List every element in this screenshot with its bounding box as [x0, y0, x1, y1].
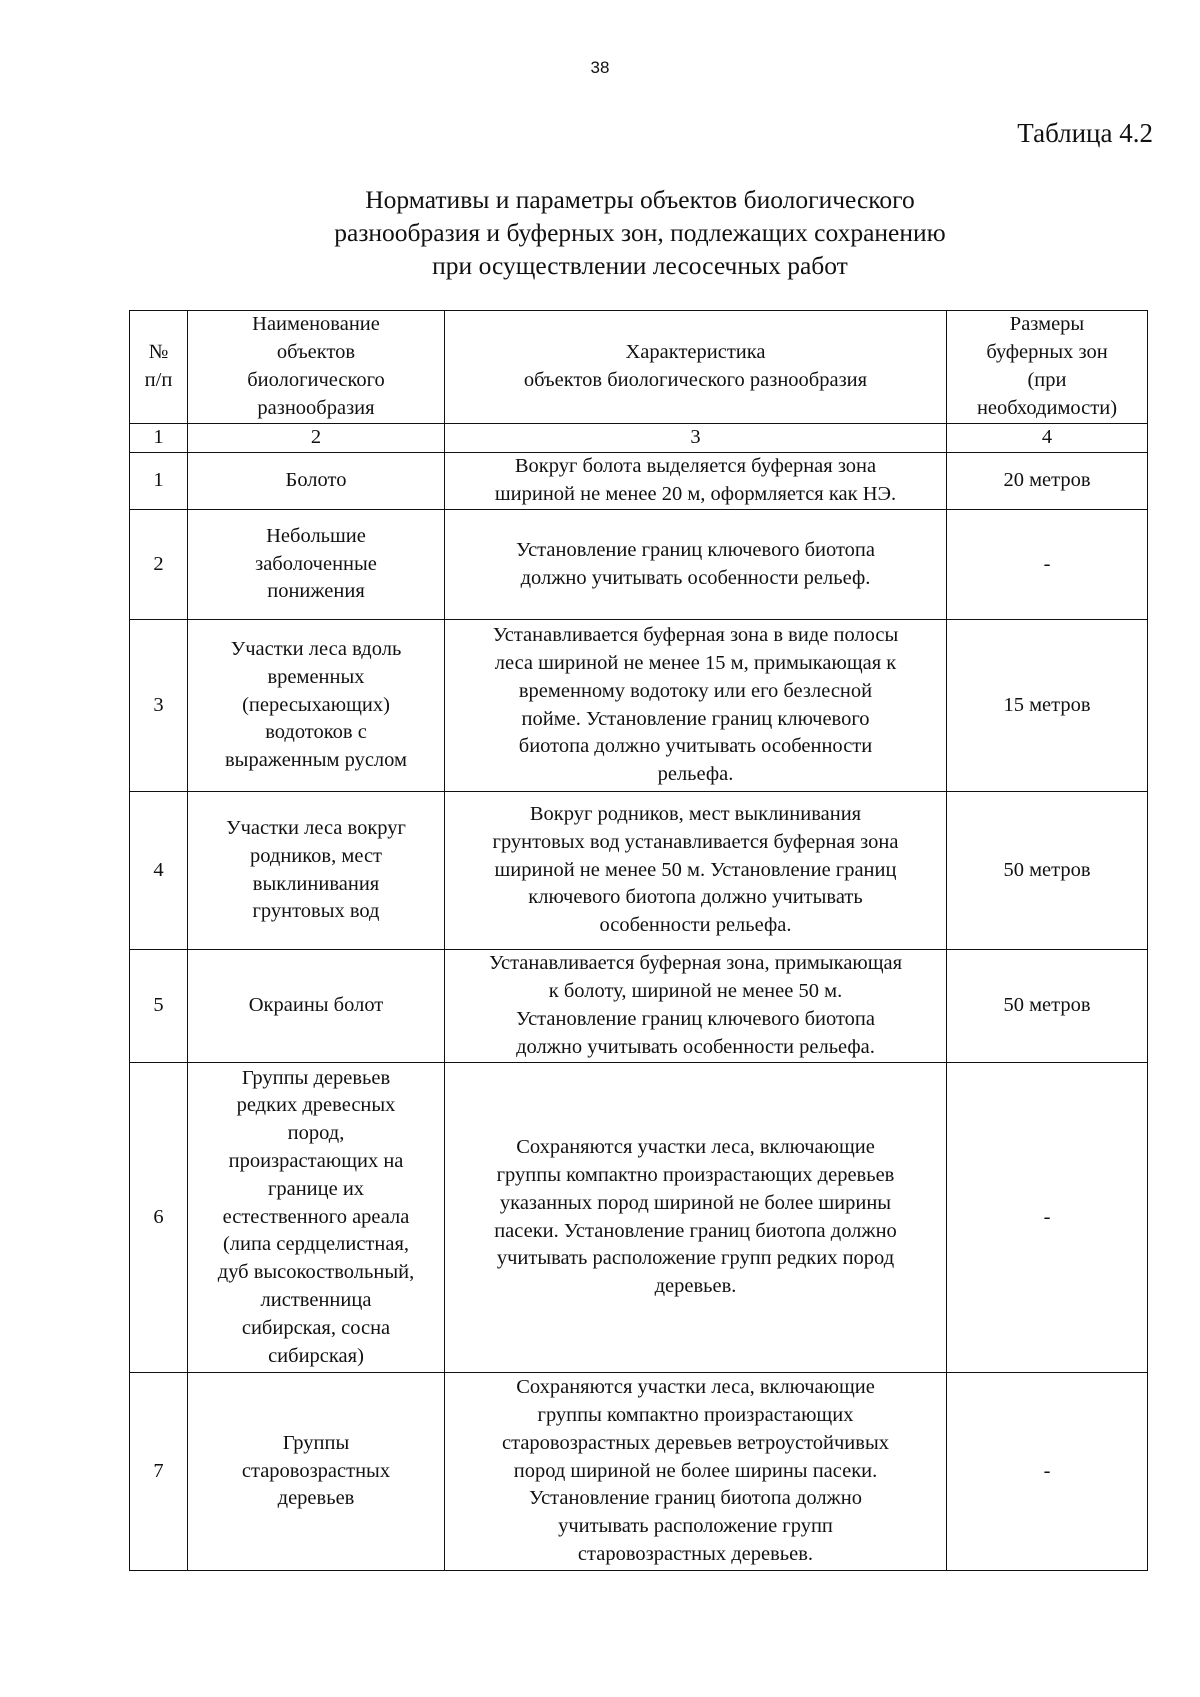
characteristic-cell [445, 510, 947, 620]
table-row [130, 453, 1148, 510]
header-line: № [148, 341, 169, 364]
characteristic-line: группы компактно произрастающих деревьев [496, 1163, 895, 1186]
header-line: биологического [247, 369, 385, 391]
object-name-cell [188, 792, 445, 950]
characteristic-line: к болоту, шириной не менее 50 м. [548, 980, 843, 1003]
object-name-line: родников, мест [249, 844, 383, 867]
norms-table [129, 310, 1148, 1571]
title-line: Нормативы и параметры объектов биологического [365, 185, 915, 214]
characteristic-line: Установление границ ключевого биотопа [516, 1008, 875, 1030]
characteristic-line: леса шириной не менее 15 м, примыкающая к [494, 651, 897, 674]
characteristic-line: Сохраняются участки леса, включающие [516, 1136, 875, 1159]
characteristic-cell [445, 453, 947, 510]
table-row [130, 1373, 1148, 1571]
characteristic-line: шириной не менее 20 м, оформляется как НЭ. [494, 483, 897, 505]
characteristic-line: пойме. Установление границ ключевого [521, 707, 870, 730]
object-name-line: (пересыхающих) [242, 693, 390, 716]
characteristic-line: учитывать расположение групп [558, 1515, 833, 1538]
characteristic-line: Устанавливается буферная зона, примыкающая [488, 952, 903, 975]
header-cell-number [130, 311, 188, 424]
characteristic-line: Вокруг болота выделяется буферная зона [514, 455, 877, 478]
header-line: Наименование [252, 313, 380, 336]
object-name-line: временных [267, 665, 365, 688]
characteristic-line: особенности рельефа. [599, 914, 792, 937]
header-line: разнообразия [257, 396, 375, 419]
characteristic-cell [445, 1373, 947, 1571]
object-name-line: Окраины болот [248, 994, 384, 1017]
characteristic-line: Устанавливается буферная зона в виде полосы [492, 624, 899, 647]
table-row [130, 1063, 1148, 1373]
object-name-line: лиственница [260, 1288, 372, 1311]
characteristic-line: рельефа. [657, 763, 734, 786]
title-line: разнообразия и буферных зон, подлежащих сохранению [334, 218, 946, 247]
row-number: 1 [130, 453, 188, 510]
characteristic-line: указанных пород шириной не более ширины [499, 1191, 892, 1214]
characteristic-line: биотопа должно учитывать особенности [518, 735, 873, 758]
buffer-size-cell: 50 метров [947, 792, 1148, 950]
row-number: 3 [130, 620, 188, 792]
object-name-cell [188, 453, 445, 510]
header-line: буферных зон [986, 341, 1108, 364]
title-line: при осуществлении лесосечных работ [432, 251, 848, 280]
characteristic-line: ключевого биотопа должно учитывать [528, 886, 863, 909]
object-name-line: Участки леса вдоль [230, 638, 402, 660]
object-name-cell [188, 620, 445, 792]
buffer-size-cell: - [947, 1063, 1148, 1373]
object-name-line: дуб высокоствольный, [217, 1261, 415, 1284]
object-name-line: (липа сердцелистная, [222, 1233, 410, 1256]
header-line: Размеры [1009, 313, 1085, 336]
object-name-line: границе их [267, 1177, 365, 1200]
header-row [130, 311, 1148, 424]
column-number-row [130, 424, 1148, 453]
characteristic-line: грунтовых вод устанавливается буферная зона [492, 830, 899, 853]
characteristic-cell [445, 792, 947, 950]
row-number: 7 [130, 1373, 188, 1571]
characteristic-cell [445, 950, 947, 1063]
table-row [130, 510, 1148, 620]
characteristic-line: деревьев. [654, 1275, 737, 1298]
buffer-size-cell: - [947, 510, 1148, 620]
buffer-size-cell: - [947, 1373, 1148, 1571]
column-number: 3 [445, 424, 947, 453]
header-line: Характеристика [625, 341, 766, 364]
object-name-line: сибирская, сосна [241, 1316, 391, 1339]
object-name-line: Группы деревьев [241, 1066, 391, 1089]
characteristic-line: учитывать расположение групп редких пород [496, 1247, 895, 1270]
header-cell-buffer [947, 311, 1148, 424]
characteristic-line: временному водотоку или его безлесной [518, 679, 873, 702]
object-name-line: Группы [282, 1431, 350, 1454]
object-name-line: пород, [287, 1122, 345, 1145]
object-name-cell [188, 1373, 445, 1571]
buffer-size-cell: 15 метров [947, 620, 1148, 792]
characteristic-line: пород шириной не более ширины пасеки. [513, 1459, 878, 1482]
object-name-line: Участки леса вокруг [226, 816, 406, 839]
characteristic-line: Установление границ ключевого биотопа [516, 538, 875, 561]
characteristic-line: группы компактно произрастающих [537, 1404, 854, 1426]
row-number: 6 [130, 1063, 188, 1373]
column-number: 4 [947, 424, 1148, 453]
object-name-line: грунтовых вод [252, 900, 380, 923]
characteristic-cell [445, 1063, 947, 1373]
row-number: 5 [130, 950, 188, 1063]
table-caption: Таблица 4.2 [1017, 118, 1153, 148]
header-cell-name [188, 311, 445, 424]
characteristic-line: Установление границ биотопа должно [529, 1487, 862, 1510]
object-name-line: редких древесных [236, 1094, 396, 1117]
column-number: 1 [130, 424, 188, 453]
object-name-line: Небольшие [266, 524, 366, 547]
object-name-line: Болото [285, 469, 347, 492]
characteristic-line: пасеки. Установление границ биотопа должно [494, 1219, 897, 1242]
row-number: 2 [130, 510, 188, 620]
buffer-size-cell: 50 метров [947, 950, 1148, 1063]
characteristic-line: Вокруг родников, мест выклинивания [529, 803, 862, 825]
header-line: необходимости) [976, 396, 1118, 419]
page-number: 38 [590, 58, 610, 77]
object-name-line: заболоченные [255, 552, 377, 575]
object-name-line: деревьев [277, 1487, 355, 1510]
table-row [130, 950, 1148, 1063]
characteristic-line: шириной не менее 50 м. Установление границ [494, 858, 897, 881]
object-name-cell [188, 510, 445, 620]
table-row [130, 620, 1148, 792]
table-row [130, 792, 1148, 950]
header-line: объектов биологического разнообразия [523, 369, 868, 391]
object-name-line: водотоков с [265, 721, 367, 744]
object-name-line: произрастающих на [228, 1150, 404, 1172]
object-name-line: понижения [267, 580, 365, 603]
characteristic-cell [445, 620, 947, 792]
object-name-line: старовозрастных [241, 1459, 391, 1482]
object-name-line: выраженным руслом [225, 749, 407, 772]
characteristic-line: должно учитывать особенности рельеф. [520, 566, 871, 589]
object-name-line: естественного ареала [222, 1205, 410, 1228]
header-line: п/п [144, 369, 173, 391]
characteristic-line: старовозрастных деревьев ветроустойчивых [502, 1431, 889, 1454]
characteristic-line: должно учитывать особенности рельефа. [516, 1035, 875, 1058]
object-name-line: сибирская) [268, 1344, 364, 1367]
row-number: 4 [130, 792, 188, 950]
document-title [0, 183, 1200, 282]
characteristic-line: старовозрастных деревьев. [577, 1542, 814, 1565]
header-cell-characteristic [445, 311, 947, 424]
header-line: (при [1027, 369, 1067, 391]
characteristic-line: Сохраняются участки леса, включающие [516, 1376, 875, 1399]
buffer-size-cell: 20 метров [947, 453, 1148, 510]
object-name-cell [188, 950, 445, 1063]
header-line: объектов [276, 341, 356, 364]
object-name-line: выклинивания [252, 872, 380, 895]
object-name-cell [188, 1063, 445, 1373]
column-number: 2 [188, 424, 445, 453]
